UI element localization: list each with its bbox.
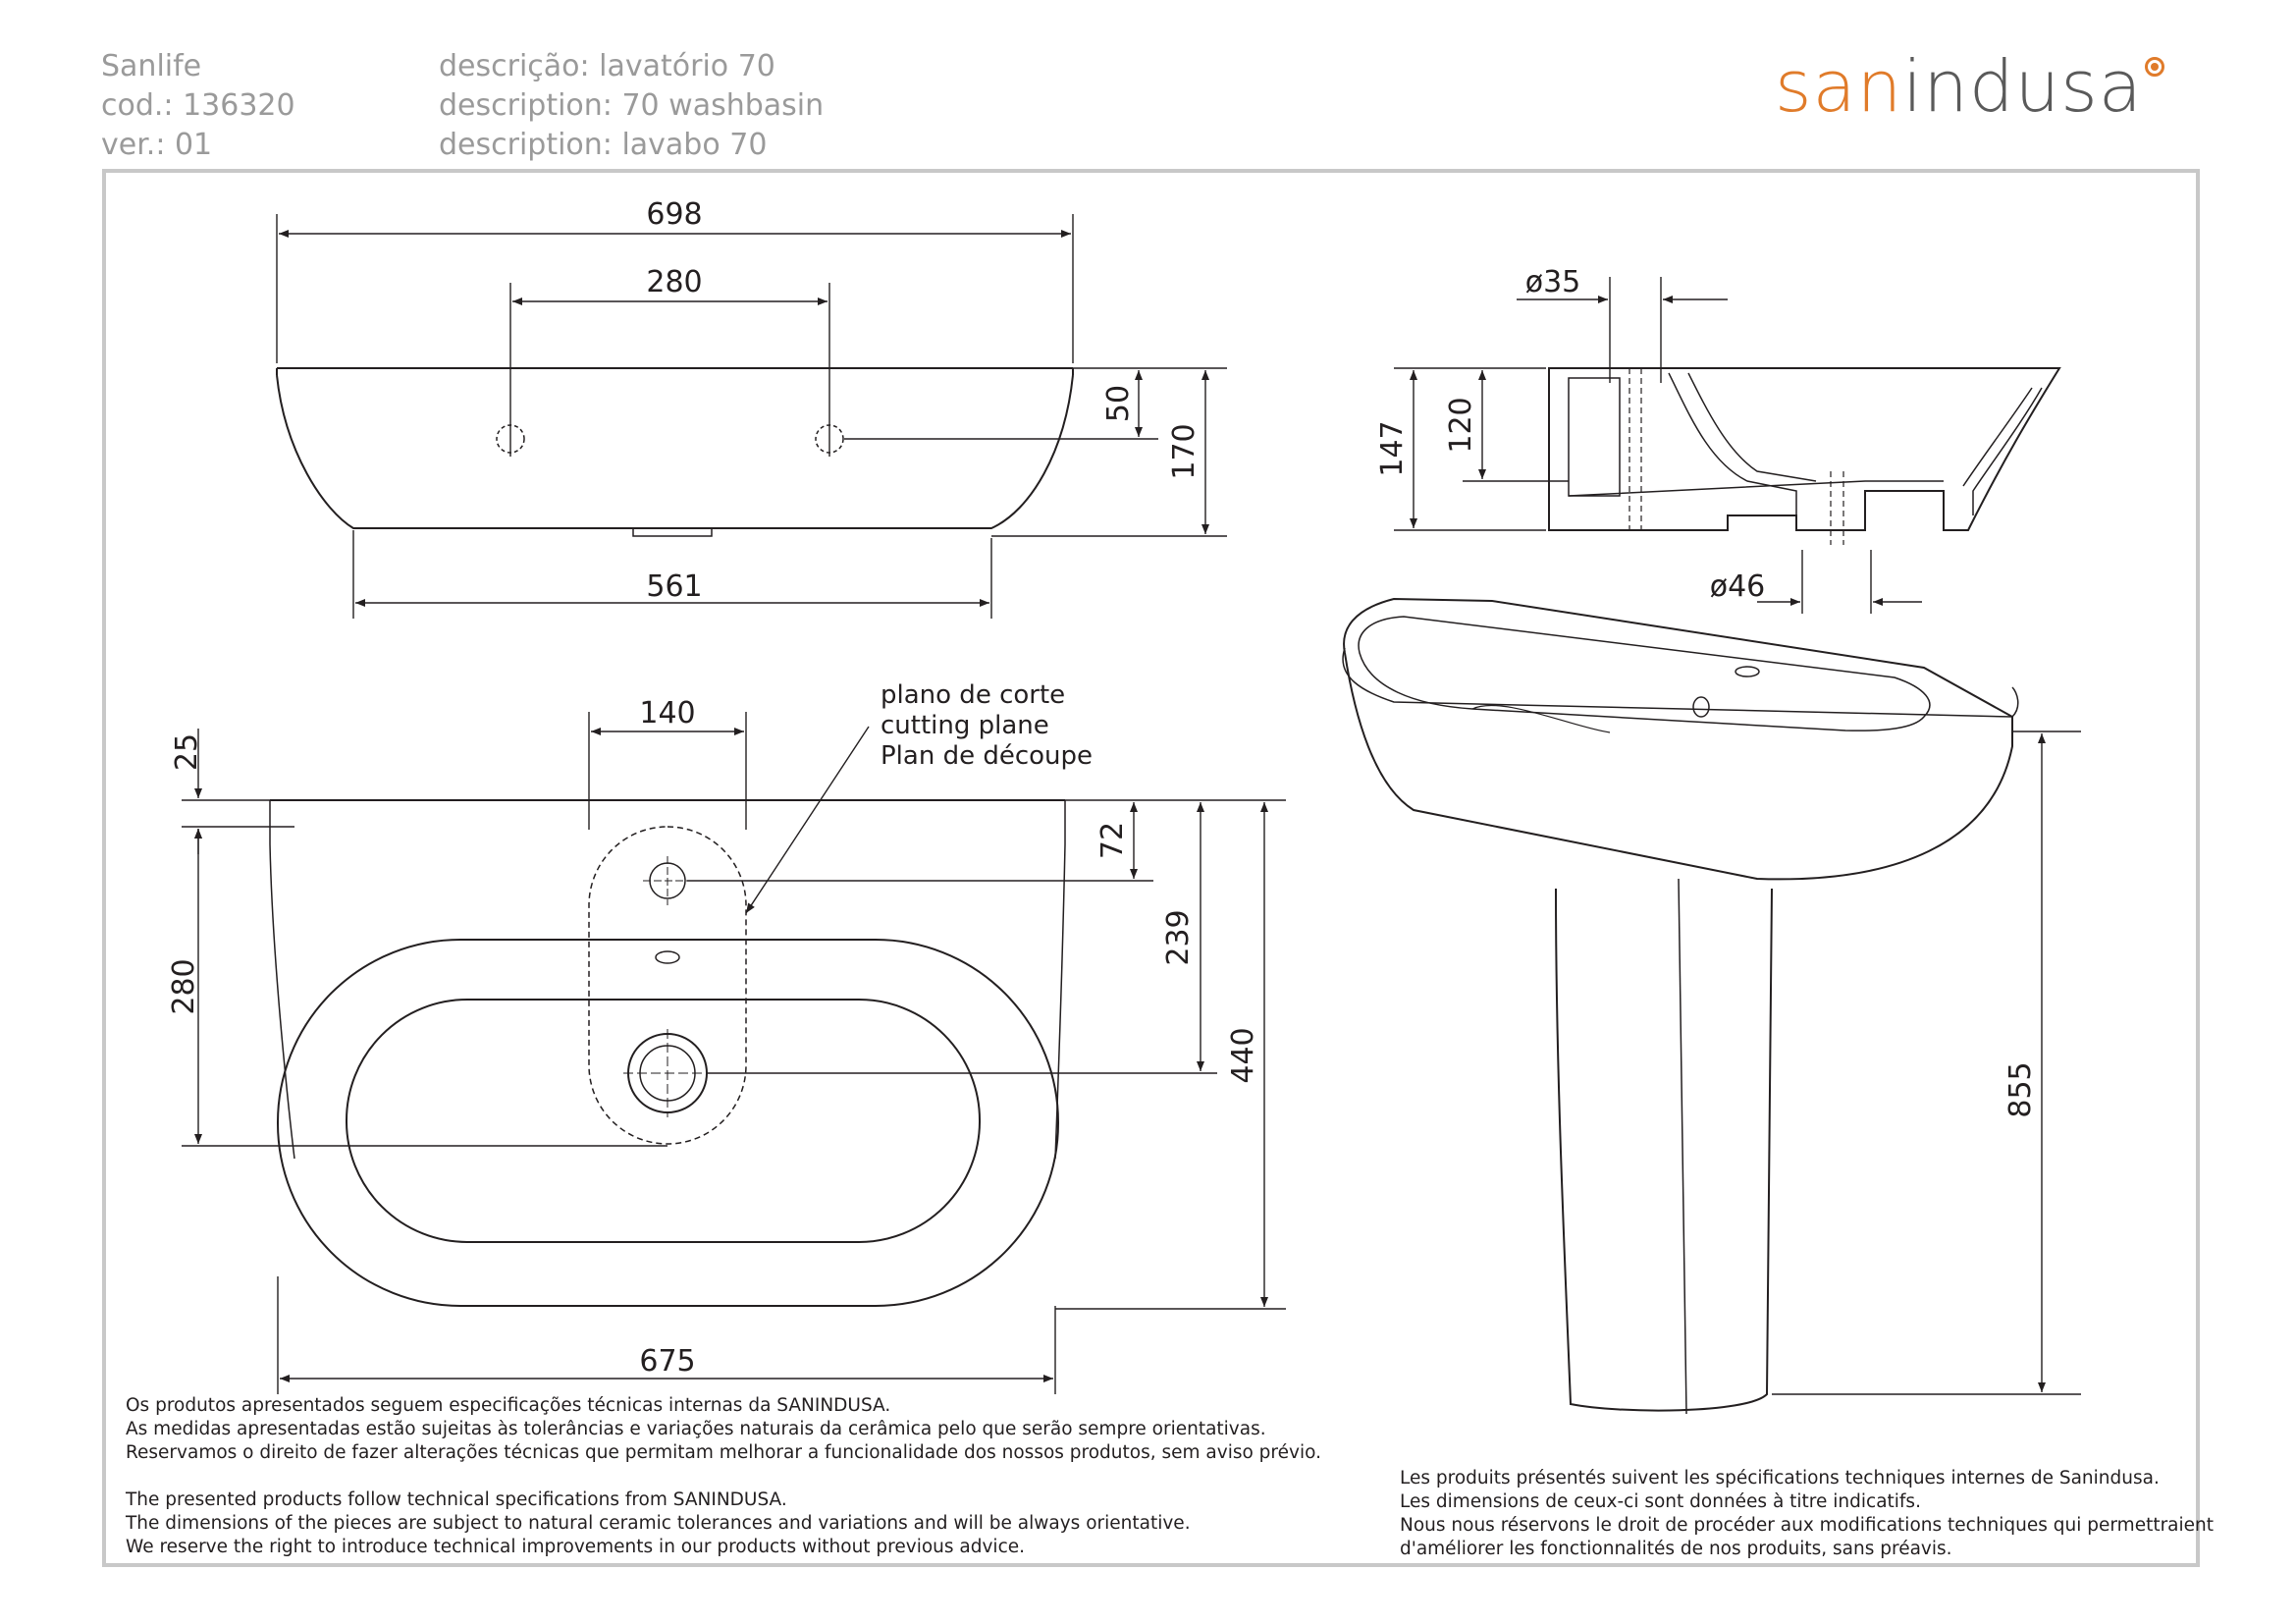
basin-bowl bbox=[347, 1000, 980, 1242]
logo-text-san: san bbox=[1775, 45, 1903, 128]
disclaimer-pt bbox=[126, 1394, 1321, 1465]
disclaimer-en-line: The presented products follow technical specifications from SANINDUSA. bbox=[126, 1489, 787, 1510]
dim-25: 25 bbox=[170, 732, 204, 772]
dim-675: 675 bbox=[639, 1344, 696, 1379]
dim-561: 561 bbox=[646, 569, 703, 604]
overflow-icon bbox=[656, 951, 679, 963]
disclaimer-fr-line: Les produits présentés suivent les spécifications techniques internes de Sanindusa. bbox=[1400, 1468, 2160, 1489]
product-code: cod.: 136320 bbox=[101, 88, 295, 123]
dim-280-front: 280 bbox=[646, 265, 703, 299]
tap-hole-perspective-icon bbox=[1735, 667, 1759, 677]
dim-72: 72 bbox=[1095, 821, 1130, 860]
disclaimer-en-line: We reserve the right to introduce technical improvements in our products without previous advice. bbox=[126, 1537, 1026, 1557]
cutting-plane-label-en: cutting plane bbox=[881, 711, 1049, 740]
product-version: ver.: 01 bbox=[101, 128, 213, 162]
disclaimer-pt-line: Reservamos o direito de fazer alterações técnicas que permitam melhorar a funcionalidade dos nossos produtos, sem aviso prévio. bbox=[126, 1442, 1321, 1463]
dim-698: 698 bbox=[646, 197, 703, 232]
side-section-view bbox=[1375, 265, 2059, 614]
dim-239: 239 bbox=[1161, 909, 1196, 966]
dim-170: 170 bbox=[1167, 423, 1201, 480]
disclaimer-fr bbox=[1400, 1467, 2214, 1561]
dim-50: 50 bbox=[1101, 384, 1136, 423]
dim-d46: ø46 bbox=[1709, 569, 1766, 604]
disclaimer-en bbox=[126, 1489, 1191, 1559]
disclaimer-fr-line: d'améliorer les fonctionnalités de nos produits, sans préavis. bbox=[1400, 1539, 1952, 1559]
description-fr: description: lavabo 70 bbox=[439, 128, 768, 162]
disclaimer-fr-line: Nous nous réservons le droit de procéder aux modifications techniques qui permettraient bbox=[1400, 1515, 2215, 1536]
logo-text-indusa: indusa bbox=[1902, 45, 2143, 128]
front-view bbox=[277, 197, 1227, 619]
cutting-plane-label-fr: Plan de découpe bbox=[881, 741, 1094, 771]
cutting-plane-label-pt: plano de corte bbox=[881, 680, 1066, 710]
basin-bowl-perspective bbox=[1359, 617, 1930, 731]
disclaimer-en-line: The dimensions of the pieces are subject to natural ceramic tolerances and variations and will be always orientative. bbox=[126, 1513, 1191, 1534]
dim-d35: ø35 bbox=[1524, 265, 1581, 299]
product-name: Sanlife bbox=[101, 49, 202, 83]
dim-147: 147 bbox=[1375, 420, 1410, 477]
dim-855: 855 bbox=[2003, 1061, 2038, 1118]
top-plan-view bbox=[167, 680, 1286, 1394]
dim-120: 120 bbox=[1444, 397, 1478, 454]
basin-outer-rim bbox=[278, 940, 1058, 1306]
perspective-view bbox=[1343, 599, 2081, 1414]
description-en: description: 70 washbasin bbox=[439, 88, 825, 123]
disclaimer-pt-line: Os produtos apresentados seguem especificações técnicas internas da SANINDUSA. bbox=[126, 1395, 891, 1416]
disclaimer-pt-line: As medidas apresentadas estão sujeitas às tolerâncias e variações naturais da cerâmica pelo que serão sempre orientativas. bbox=[126, 1419, 1266, 1439]
dim-280-top: 280 bbox=[167, 958, 201, 1015]
description-pt: descrição: lavatório 70 bbox=[439, 49, 775, 83]
overflow-perspective-icon bbox=[1693, 697, 1709, 717]
pedestal bbox=[1556, 889, 1772, 1411]
dim-440: 440 bbox=[1226, 1027, 1260, 1084]
dim-140: 140 bbox=[639, 696, 696, 731]
disclaimer-fr-line: Les dimensions de ceux-ci sont données à titre indicatifs. bbox=[1400, 1491, 1921, 1512]
